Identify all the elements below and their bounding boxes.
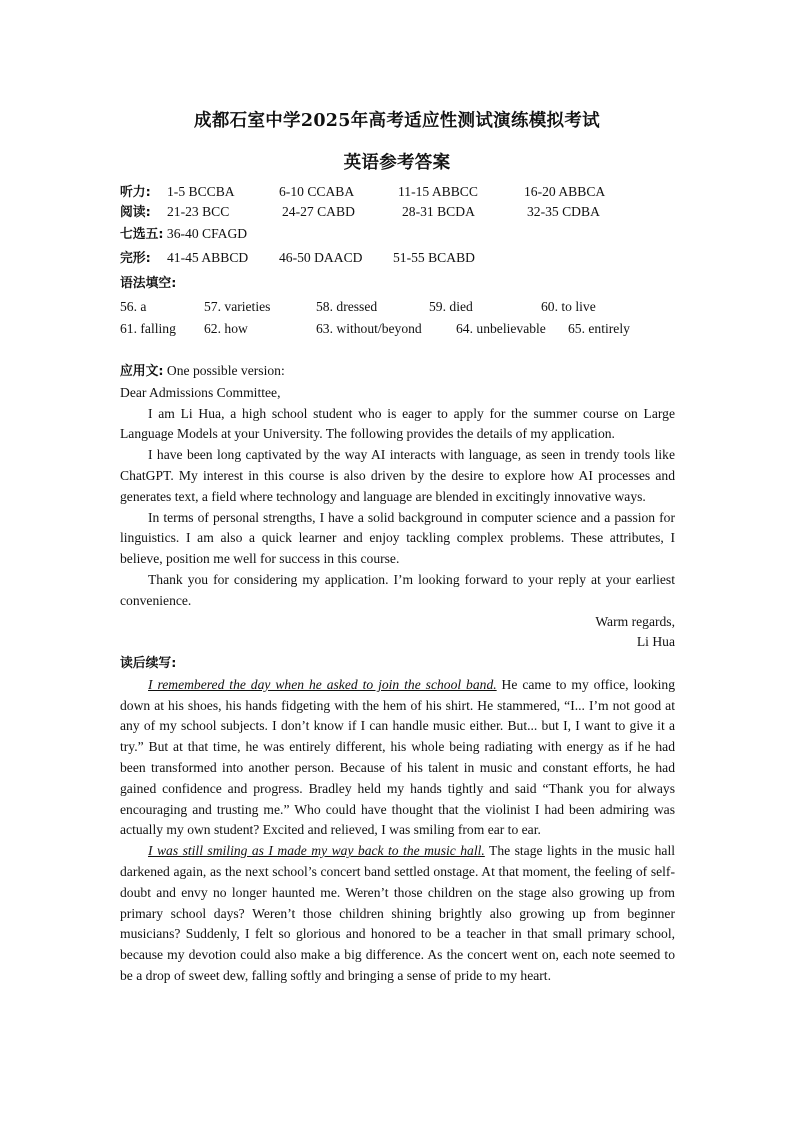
listening-answer: 6-10 CCABA	[279, 184, 355, 199]
cloze-answer: 41-45 ABBCD	[167, 250, 249, 265]
listening-answer: 1-5 BCCBA	[167, 184, 235, 199]
practical-writing-intro: One possible version:	[166, 363, 285, 378]
letter-signature: Li Hua	[636, 634, 675, 650]
seven-choose-five-row	[120, 224, 247, 246]
reading-answer: 28-31 BCDA	[402, 204, 475, 219]
page-subtitle: 英语参考答案	[343, 153, 451, 173]
letter-paragraph: I am Li Hua, a high school student who is eager to apply for the summer course on Large Language Models at your University. The following provides the details of my application.	[120, 405, 675, 442]
listening-row	[120, 182, 151, 204]
letter-closing: Warm regards,	[595, 613, 675, 629]
practical-writing-section	[120, 361, 675, 653]
cloze-label: 完形:	[120, 251, 151, 266]
continuation-writing-header	[120, 653, 675, 675]
practical-writing-label: 应用文:	[120, 364, 164, 379]
letter-paragraph: In terms of personal strengths, I have a solid background in computer science and a passion for linguistics. I am also a quick learner and enjoy tackling complex problems. These attributes, I believe, position me well for success in this course.	[120, 509, 675, 567]
grammar-answer: 58. dressed	[316, 299, 378, 314]
story-paragraph-body: The stage lights in the music hall darkened again, as the next school’s concert band settled onstage. At that moment, the feeling of self-doubt and envy no longer haunted me. Weren’t those children on the stage also growing up from primary school days? Weren’t those children shining brightly also growing up from beginner musicians? Suddenly, I felt so glorious and honored to be a teacher in that small primary school, because my devotion could also make a big difference. As the concert went on, each note seemed to be a drop of sweet dew, falling softly and bringing a sense of pride to my heart.	[120, 843, 675, 983]
story-paragraph	[120, 675, 675, 841]
listening-answer: 16-20 ABBCA	[524, 184, 606, 199]
listening-label: 听力:	[120, 185, 151, 200]
given-opening-sentence: I was still smiling as I made my way back to the music hall.	[148, 843, 485, 859]
continuation-writing-label: 读后续写:	[120, 656, 177, 671]
given-opening-sentence: I remembered the day when he asked to join the school band.	[148, 676, 497, 692]
grammar-label: 语法填空:	[120, 276, 177, 291]
cloze-answer: 51-55 BCABD	[393, 250, 475, 265]
reading-answer: 21-23 BCC	[167, 204, 230, 219]
grammar-answer: 62. how	[204, 321, 248, 336]
letter-paragraph: Thank you for considering my application. I’m looking forward to your reply at your earliest convenience.	[120, 571, 675, 608]
grammar-answer: 65. entirely	[568, 321, 630, 336]
page-title: 成都石室中学2025年高考适应性测试演练模拟考试	[194, 111, 600, 131]
reading-label: 阅读:	[120, 205, 151, 220]
grammar-answer: 63. without/beyond	[316, 321, 422, 336]
cloze-row	[120, 248, 151, 270]
grammar-answer: 61. falling	[120, 321, 176, 336]
reading-answer: 32-35 CDBA	[527, 204, 600, 219]
grammar-answer: 56. a	[120, 299, 147, 314]
continuation-writing-section	[120, 653, 675, 987]
story-paragraph	[120, 841, 675, 987]
cloze-answer: 46-50 DAACD	[279, 250, 363, 265]
letter-salutation: Dear Admissions Committee,	[120, 384, 281, 400]
story-paragraph-body: He came to my office, looking down at his shoes, his hands fidgeting with the hem of his shirt. He stammered, “I... I’m not good at any of my school subjects. I don’t know if I can handle music either. But... but I, I want to give it a try.” But at that time, he was entirely different, his whole being radiating with energy as if he had been transformed into another person. Because of his talent in music and constant efforts, he had gained confidence and progress. Bradley held my hands tightly and said “Thank you for always encouraging and trusting me.” Who could have thought that the violinist I had been admiring was actually my own student? Excited and relieved, I was smiling from ear to ear.	[120, 676, 675, 838]
grammar-answer: 59. died	[429, 299, 473, 314]
grammar-answer: 64. unbelievable	[456, 321, 546, 336]
grammar-answer: 57. varieties	[204, 299, 271, 314]
reading-answer: 24-27 CABD	[282, 204, 355, 219]
reading-row	[120, 202, 151, 224]
grammar-row	[120, 273, 176, 295]
practical-writing-header	[120, 361, 675, 383]
letter-paragraph: I have been long captivated by the way AI interacts with language, as seen in trendy tools like ChatGPT. My interest in this course is also driven by the desire to explore how AI processes and generates text, a field where technology and language are blended in excitingly innovative ways.	[120, 447, 675, 504]
seven-choose-five-answer: 36-40 CFAGD	[166, 226, 248, 241]
grammar-answer: 60. to live	[541, 299, 596, 314]
listening-answer: 11-15 ABBCC	[398, 184, 478, 199]
seven-choose-five-label: 七选五:	[120, 227, 164, 242]
